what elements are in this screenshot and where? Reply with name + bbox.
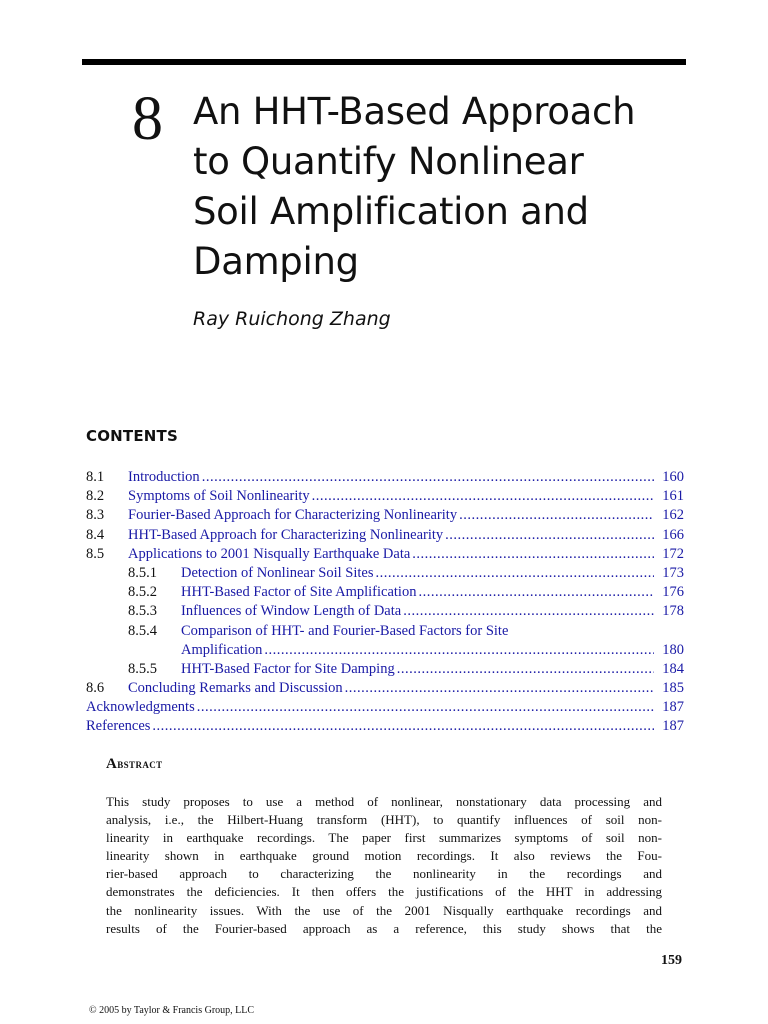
toc-leader [412, 545, 654, 564]
contents-heading: CONTENTS [86, 427, 178, 445]
toc-page[interactable]: 162 [662, 507, 684, 524]
toc-entry-8-5-4-continued[interactable] [86, 641, 684, 660]
abstract-heading-initial: A [106, 756, 118, 772]
toc-entry-references[interactable] [86, 717, 684, 736]
toc-number: 8.5 [86, 545, 105, 562]
toc-leader [418, 583, 654, 602]
toc-page[interactable]: 176 [662, 584, 684, 601]
toc-page[interactable]: 173 [662, 564, 684, 581]
abstract-line: This study proposes to use a method of nonlinear, nonstationary data processing and [106, 794, 662, 809]
toc-link[interactable]: Acknowledgments [86, 699, 195, 716]
author-name: Ray Ruichong Zhang [193, 308, 391, 330]
abstract-heading-rest: bstract [117, 756, 163, 771]
toc-number: 8.3 [86, 507, 105, 524]
toc-entry-acknowledgments[interactable] [86, 698, 684, 717]
toc-entry-8-1[interactable] [86, 468, 684, 487]
top-rule [82, 59, 686, 65]
toc-link[interactable]: Amplification [181, 641, 263, 658]
abstract-line: results of the Fourier-based approach as a reference, this study shows that the [106, 920, 662, 936]
toc-page[interactable]: 187 [662, 699, 684, 716]
toc-page[interactable]: 178 [662, 603, 684, 620]
chapter-title-line: Damping [193, 240, 359, 283]
toc-page[interactable]: 184 [662, 660, 684, 677]
toc-number: 8.6 [86, 680, 105, 697]
toc-page[interactable]: 166 [662, 526, 684, 543]
toc-page[interactable]: 160 [662, 469, 684, 485]
toc-leader [345, 679, 654, 698]
toc-leader [376, 564, 655, 583]
toc-leader [403, 602, 654, 621]
toc-entry-8-3[interactable] [86, 506, 684, 525]
toc-link[interactable]: HHT-Based Approach for Characterizing Nonlinearity [128, 526, 444, 543]
toc-link[interactable]: Detection of Nonlinear Soil Sites [181, 564, 374, 581]
abstract-line: demonstrates the deficiencies. It then offers the justifications of the HHT in addressing [106, 884, 662, 900]
toc-entry-8-5-5[interactable] [86, 660, 684, 679]
toc-entry-8-5-3[interactable] [86, 602, 684, 621]
toc-leader [445, 526, 654, 545]
toc-leader [459, 506, 654, 525]
toc-number: 8.5.3 [128, 603, 157, 620]
abstract-line: analysis, i.e., the Hilbert-Huang transform (HHT), to quantify influences of soil non- [106, 812, 662, 828]
toc-page[interactable]: 180 [662, 641, 684, 658]
toc-link[interactable]: Introduction [128, 469, 200, 485]
toc-leader [202, 468, 654, 487]
toc-entry-8-2[interactable] [86, 487, 684, 506]
page-number: 159 [661, 953, 682, 968]
toc-entry-8-5-2[interactable] [86, 583, 684, 602]
chapter-title-line: to Quantify Nonlinear [193, 140, 584, 183]
toc-number: 8.5.4 [128, 622, 157, 639]
toc-link[interactable]: References [86, 718, 151, 735]
copyright-notice: © 2005 by Taylor & Francis Group, LLC [89, 1005, 255, 1016]
toc-link[interactable]: Fourier-Based Approach for Characterizing Nonlinearity [128, 507, 458, 524]
toc-page[interactable]: 185 [662, 680, 684, 697]
toc-number: 8.5.2 [128, 584, 157, 601]
abstract-line: rier-based approach to characterizing the nonlinearity in the recordings and [106, 866, 662, 882]
toc-entry-8-5-4[interactable] [86, 622, 684, 641]
toc-number: 8.4 [86, 526, 105, 543]
toc-entry-8-6[interactable] [86, 679, 684, 698]
toc-entry-8-5-1[interactable] [86, 564, 684, 583]
toc-link[interactable]: Applications to 2001 Nisqually Earthquake Data [128, 545, 411, 562]
toc-number: 8.2 [86, 488, 105, 505]
toc-entry-8-5[interactable] [86, 545, 684, 564]
toc-number: 8.5.5 [128, 660, 157, 677]
toc-leader [397, 660, 654, 679]
toc-leader [312, 487, 654, 506]
toc-page[interactable]: 172 [662, 545, 684, 562]
toc-page[interactable]: 161 [662, 488, 684, 505]
toc-link[interactable]: Comparison of HHT- and Fourier-Based Factors for Site [181, 622, 509, 639]
chapter-title-line: An HHT-Based Approach [193, 90, 636, 133]
toc-entry-8-4[interactable] [86, 526, 684, 545]
toc-number: 8.1 [86, 469, 105, 485]
toc-link[interactable]: HHT-Based Factor for Site Damping [181, 660, 395, 677]
abstract-line: linearity in earthquake recordings. The paper first summarizes symptoms of soil non- [106, 830, 662, 846]
abstract-heading [106, 756, 163, 773]
abstract-line: the nonlinearity issues. With the use of the 2001 Nisqually earthquake recordings and [106, 902, 662, 918]
abstract-line: linearity shown in earthquake ground motion recordings. It also reviews the Fou- [106, 848, 662, 864]
toc-leader [264, 641, 654, 660]
toc-leader [152, 717, 654, 736]
chapter-number: 8 [132, 85, 163, 153]
chapter-title [193, 87, 693, 287]
toc-leader [197, 698, 654, 717]
abstract-body [106, 793, 662, 938]
chapter-title-line: Soil Amplification and [193, 190, 589, 233]
toc-number: 8.5.1 [128, 564, 157, 581]
toc-link[interactable]: Symptoms of Soil Nonlinearity [128, 488, 310, 505]
table-of-contents [86, 468, 684, 737]
toc-link[interactable]: HHT-Based Factor of Site Amplification [181, 584, 417, 601]
toc-page[interactable]: 187 [662, 718, 684, 735]
toc-link[interactable]: Concluding Remarks and Discussion [128, 680, 343, 697]
toc-link[interactable]: Influences of Window Length of Data [181, 603, 402, 620]
